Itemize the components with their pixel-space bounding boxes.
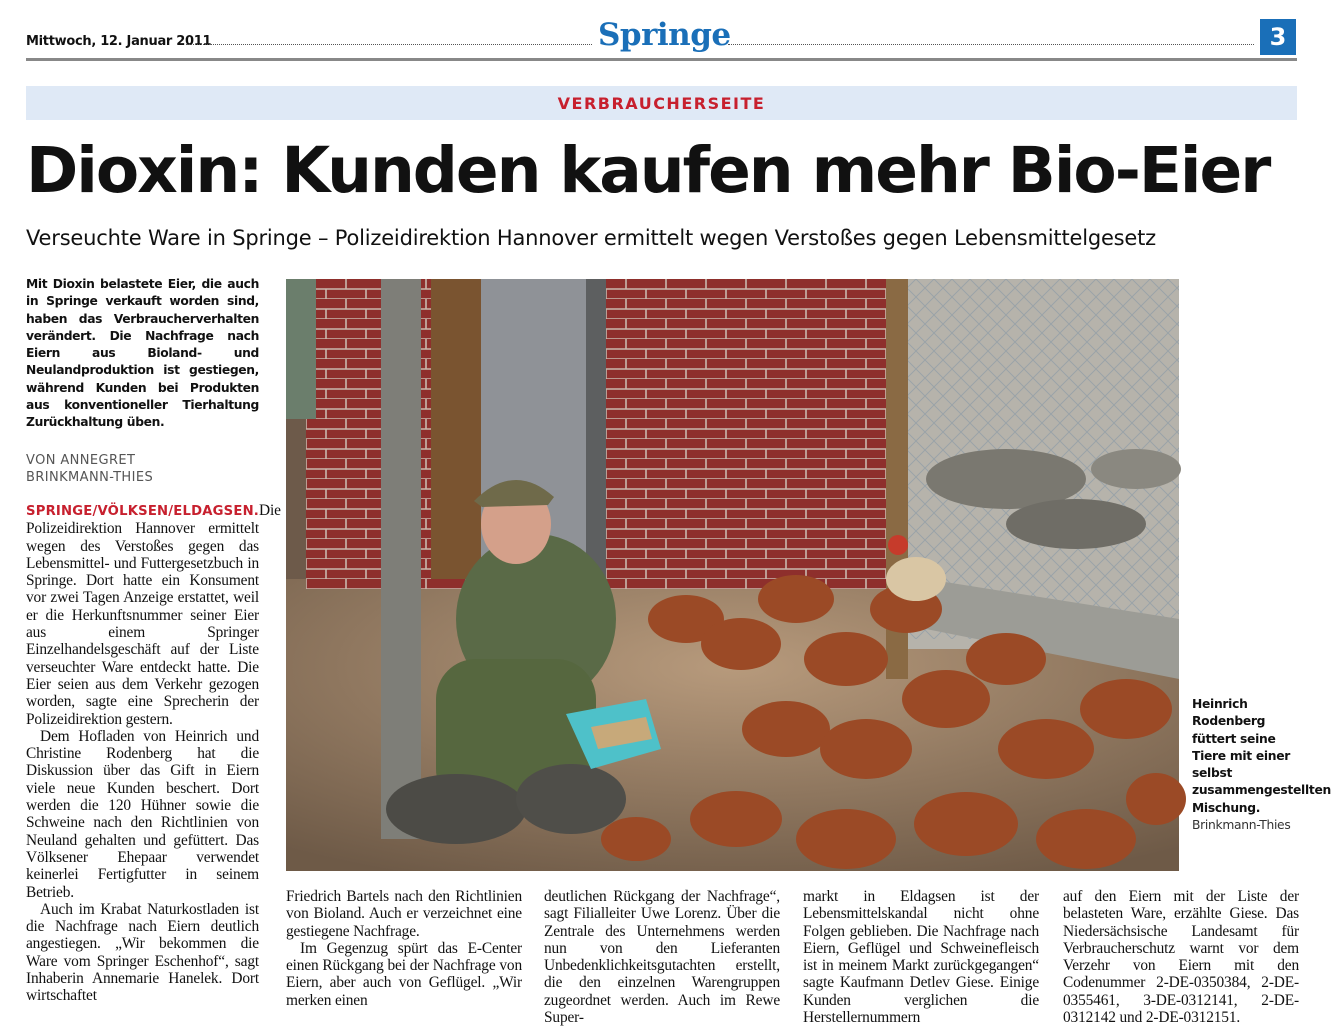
article-column-3 [544,888,780,1026]
section-title: Springe [598,17,731,53]
paragraph: Im Gegenzug spürt das E-Center einen Rückgang bei der Nachfrage von Eiern, aber auch von Geflügel. „Wir merken einen [286,939,522,1009]
byline-line-1: VON ANNEGRET [26,453,136,468]
paragraph: Dem Hofladen von Heinrich und Christine Rodenberg hat die Diskussion über das Gift in Eiern viele neue Kunden beschert. Dort werden die 120 Hühner sowie die Schweine nach den Richtlinien von Neuland gehalten und gefüttert. Das Völksener Ehepaar verwendet keinerlei Fertigfutter in seinem Betrieb. [26,727,259,901]
subheadline: Verseuchte Ware in Springe – Polizeidirektion Hannover ermittelt wegen Verstoßes gegen Lebensmittelgesetz [26,226,1157,250]
paragraph: Friedrich Bartels nach den Richtlinien von Bioland. Auch er verzeichnet eine gestiegene Nachfrage. [286,888,522,940]
photo-illustration [286,279,1179,871]
article-column-2 [286,888,522,1009]
paragraph: deutlichen Rückgang der Nachfrage“, sagt Filialleiter Uwe Lorenz. Über die Zentrale des Unternehmens werden nun von den Lieferanten Unbedenklichkeitsgutachten erstellt, die den einzelnen Warengruppen zugeordnet werden. Auch im Rewe Super- [544,888,780,1027]
farmer-with-chickens-photo [286,279,1179,871]
paragraph: markt in Eldagsen ist der Lebensmittelskandal nicht ohne Folgen geblieben. Die Nachfrage nach Eiern, Geflügel und Schweinefleisch ist in meinem Markt zurückgegangen“ sagte Kaufmann Detlev Giese. Einige Kunden verglichen die Herstellernummern [803,888,1039,1027]
headline: Dioxin: Kunden kaufen mehr Bio-Eier [26,134,1270,207]
byline-line-2: BRINKMANN-THIES [26,470,154,485]
header-dotted-rule-left [186,44,592,45]
article-column-4 [803,888,1039,1026]
photo-caption [1192,696,1331,834]
issue-date: Mittwoch, 12. Januar 2011 [26,34,212,49]
paragraph: Die Polizeidirektion Hannover ermittelt wegen des Verstoßes gegen das Lebensmittel- und Futtergesetzbuch in Springe. Dort hatte ein Konsument vor zwei Tagen Anzeige erstattet, weil er die Herkunftsnummer seiner Eier aus einem Springer Einzelhandelsgeschäft auf der Liste verseuchter Ware entdeckt hatte. Die Eier seien aus dem Verkehr gezogen worden, sagte eine Sprecherin der Polizeidirektion gestern. [26,502,281,728]
article-column-1 [26,502,281,1005]
paragraph: auf den Eiern mit der Liste der belasteten Ware, erzählte Giese. Das Niedersächsische Landesamt für Verbraucherschutz warnt vor dem Verzehr von Eiern mit den Codenummer 2-DE-0350384, 2-DE-0355461, 3-DE-0312141, 2-DE-0312142 und 2-DE-0312151. [1063,888,1299,1027]
header-dotted-rule-right [728,44,1254,45]
page-number: 3 [1260,19,1296,55]
dateline: SPRINGE/VÖLKSEN/ELDAGSEN. [26,504,260,519]
rubric-label: VERBRAUCHERSEITE [557,94,766,113]
photo-credit: Brinkmann-Thies [1192,818,1291,833]
header-rule [26,58,1297,61]
byline [26,452,259,486]
article-lead: Mit Dioxin belastete Eier, die auch in Springe verkauft worden sind, haben das Verbraucherverhalten verändert. Die Nachfrage nach Eiern aus Bioland- und Neulandproduktion ist gestiegen, während Kunden bei Produkten aus konventioneller Tierhaltung Zurückhaltung üben. [26,277,259,430]
article-column-5 [1063,888,1299,1026]
paragraph: Auch im Krabat Naturkostladen ist die Nachfrage nach Eiern deutlich angestiegen. „Wir bekommen die Ware vom Springer Eschenhof“, sagt Inhaberin Annemarie Hanelek. Dort wirtschaftet [26,900,259,1005]
caption-text: Heinrich Rodenberg füttert seine Tiere mit einer selbst zusammengestellten Mischung. [1192,697,1331,815]
